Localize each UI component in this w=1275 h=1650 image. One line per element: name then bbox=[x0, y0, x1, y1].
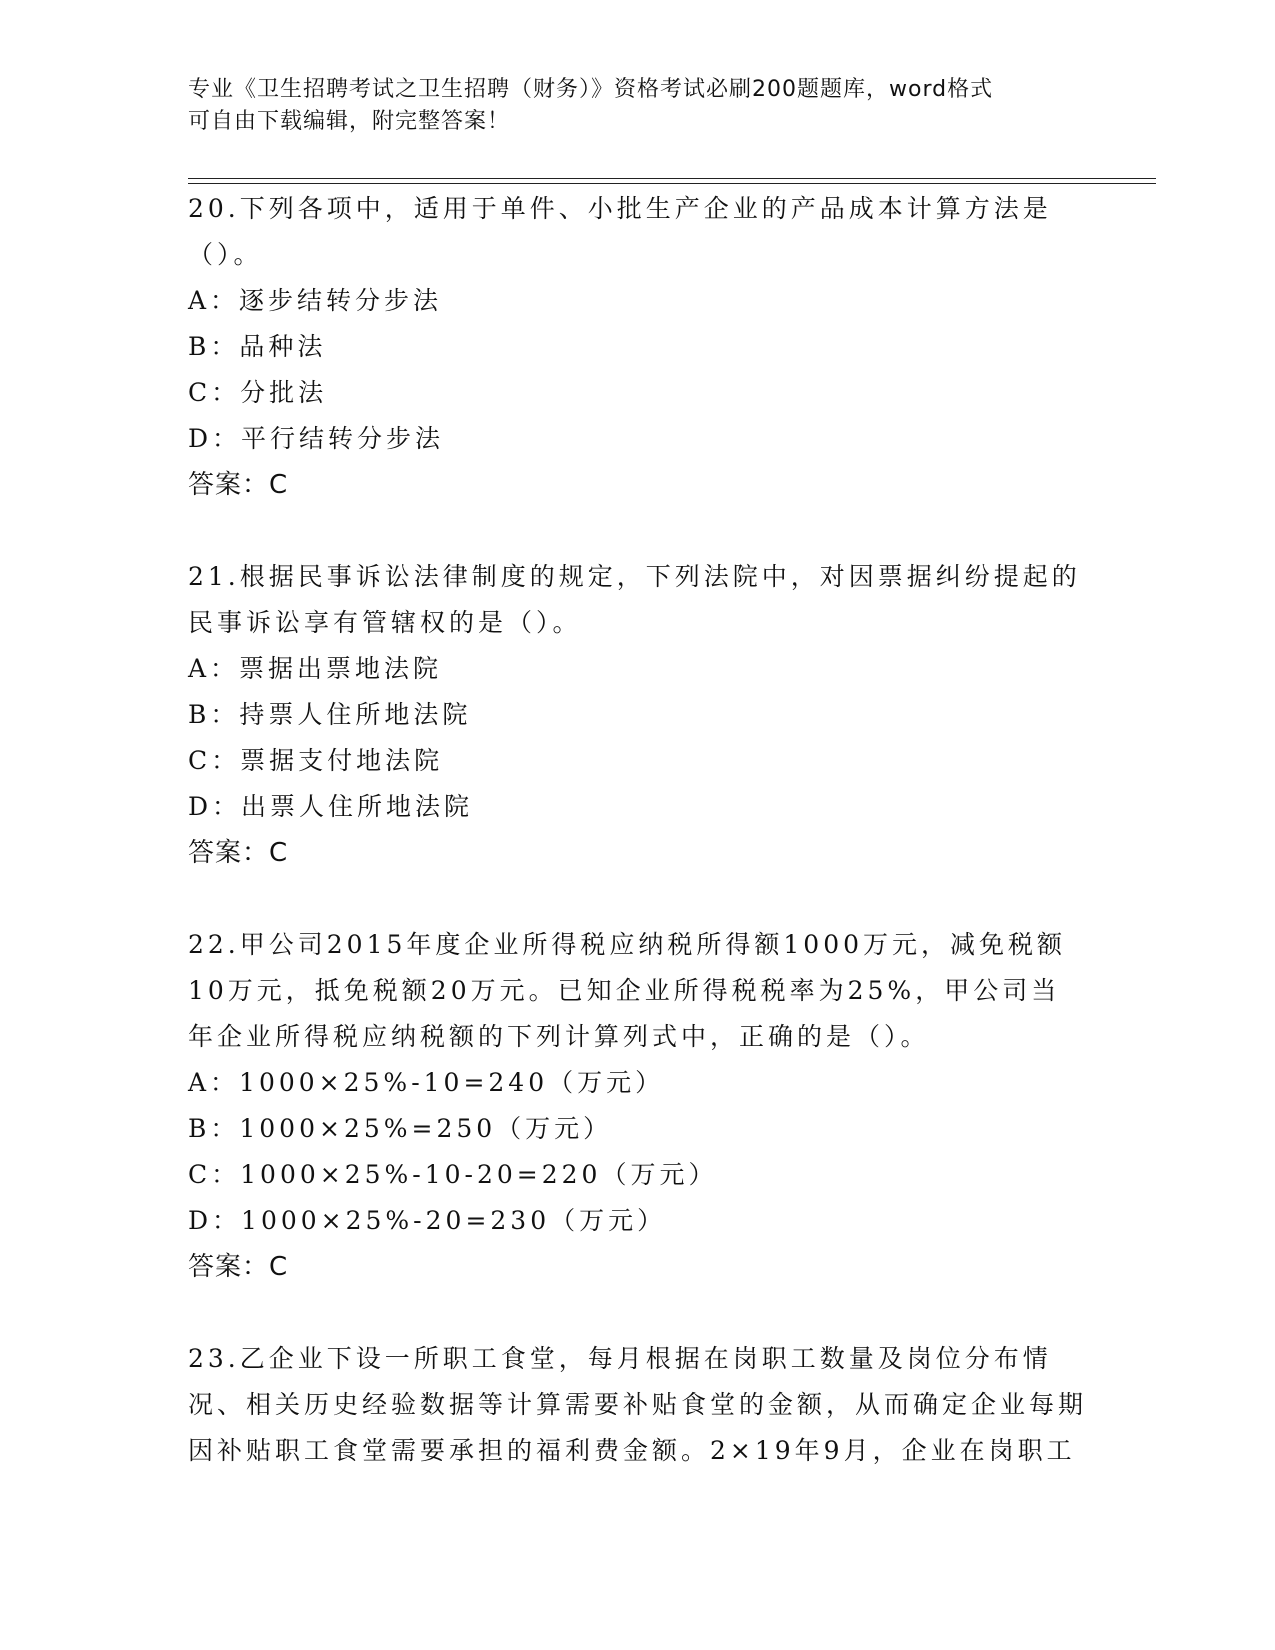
question-20 bbox=[188, 186, 1088, 508]
answer: 答案：C bbox=[188, 470, 289, 500]
option-c: C：分批法 bbox=[188, 378, 328, 407]
header-divider-top bbox=[188, 178, 1156, 179]
question-stem: 23.乙企业下设一所职工食堂，每月根据在岗职工数量及岗位分布情况、相关历史经验数据等计算需要补贴食堂的金额，从而确定企业每期因补贴职工食堂需要承担的福利费金额。2×19年9月，企业在岗职工 bbox=[188, 1344, 1088, 1465]
option-b: B：持票人住所地法院 bbox=[188, 700, 472, 729]
question-23 bbox=[188, 1336, 1088, 1474]
option-d: D：1000×25%-20=230（万元） bbox=[188, 1206, 667, 1235]
question-22 bbox=[188, 922, 1088, 1290]
option-b: B：1000×25%=250（万元） bbox=[188, 1114, 613, 1143]
option-c: C：1000×25%-10-20=220（万元） bbox=[188, 1160, 718, 1189]
option-a: A：逐步结转分步法 bbox=[188, 286, 443, 315]
option-b: B：品种法 bbox=[188, 332, 327, 361]
option-c: C：票据支付地法院 bbox=[188, 746, 444, 775]
question-21 bbox=[188, 554, 1088, 876]
question-stem: 20.下列各项中，适用于单件、小批生产企业的产品成本计算方法是（）。 bbox=[188, 194, 1052, 269]
option-a: A：1000×25%-10=240（万元） bbox=[188, 1068, 665, 1097]
answer: 答案：C bbox=[188, 1252, 289, 1282]
option-d: D：出票人住所地法院 bbox=[188, 792, 474, 821]
header-line-2: 可自由下载编辑，附完整答案！ bbox=[188, 109, 511, 134]
header-divider-bottom bbox=[188, 183, 1156, 184]
question-stem: 21.根据民事诉讼法律制度的规定，下列法院中，对因票据纠纷提起的民事诉讼享有管辖权的是（）。 bbox=[188, 562, 1081, 637]
document-header bbox=[188, 74, 1068, 138]
question-list bbox=[188, 186, 1088, 1520]
option-a: A：票据出票地法院 bbox=[188, 654, 443, 683]
header-line-1: 专业《卫生招聘考试之卫生招聘（财务）》资格考试必刷200题题库，word格式 bbox=[188, 77, 994, 102]
question-stem: 22.甲公司2015年度企业所得税应纳税所得额1000万元，减免税额10万元，抵免税额20万元。已知企业所得税税率为25%，甲公司当年企业所得税应纳税额的下列计算列式中，正确的是（）。 bbox=[188, 930, 1067, 1051]
answer: 答案：C bbox=[188, 838, 289, 868]
option-d: D：平行结转分步法 bbox=[188, 424, 445, 453]
